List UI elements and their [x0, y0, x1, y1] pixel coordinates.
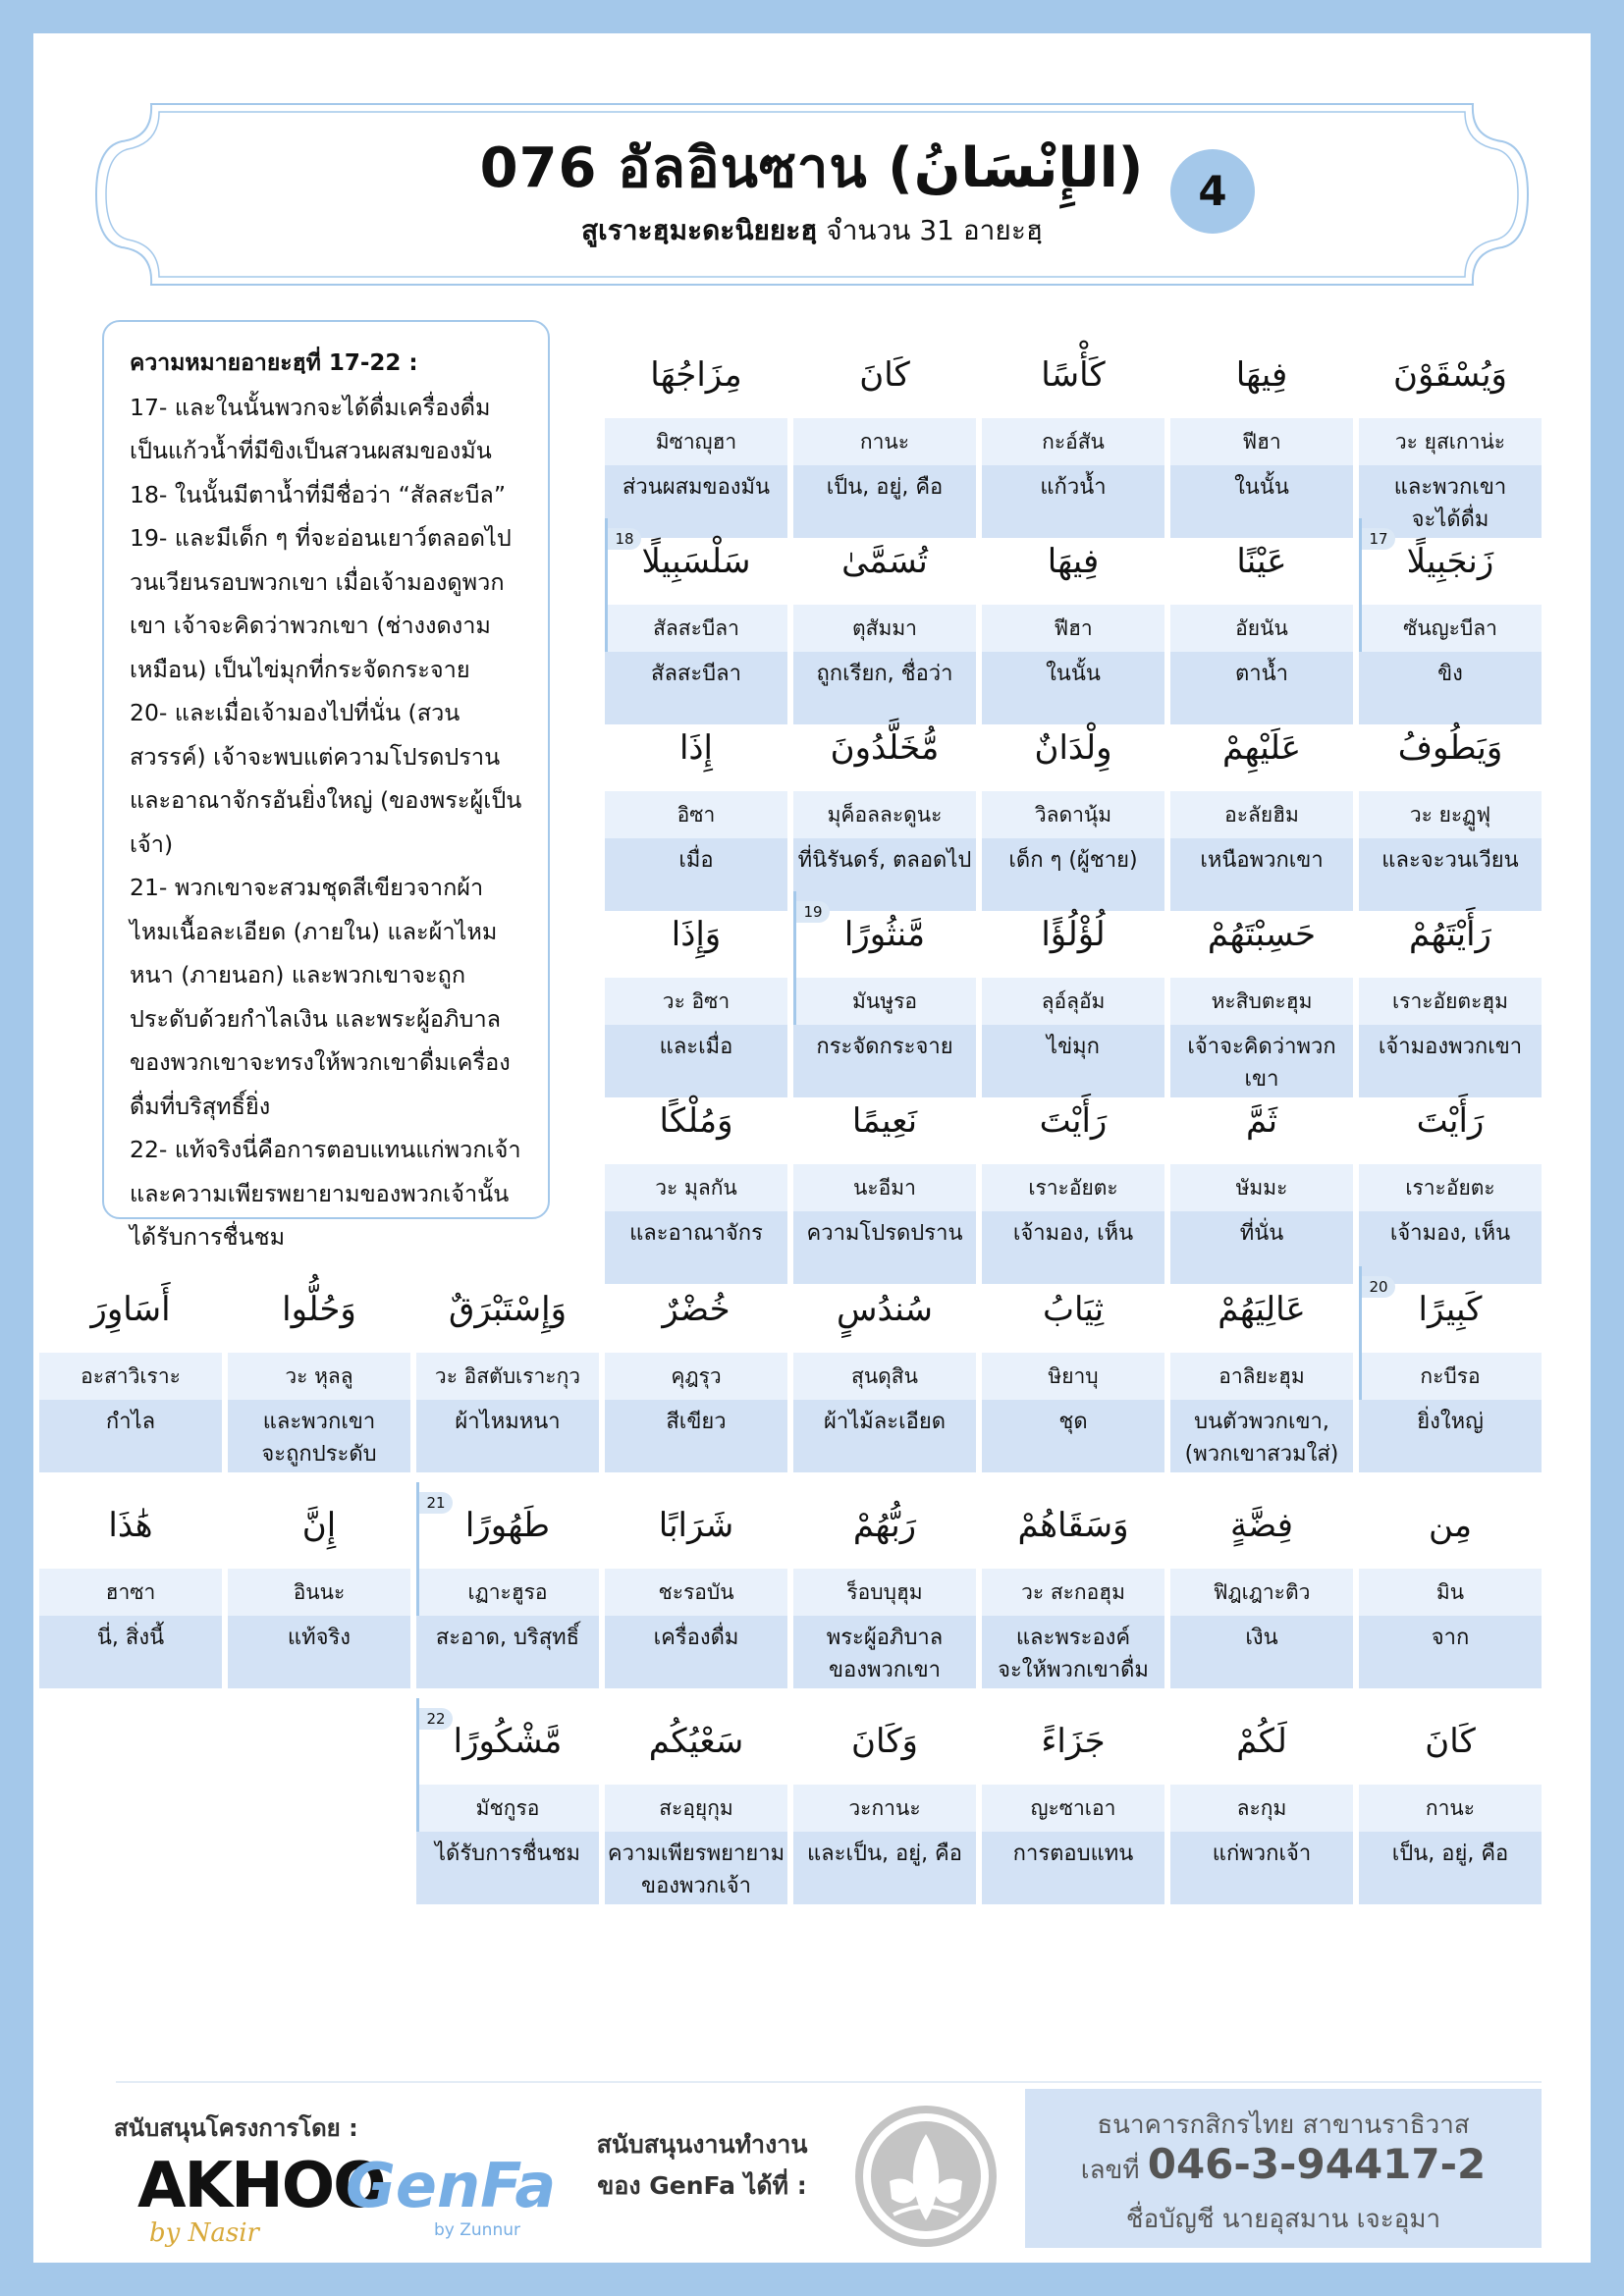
word-cell	[982, 1078, 1164, 1284]
word-cell	[605, 332, 787, 538]
word-cell	[982, 891, 1164, 1097]
word-cell	[39, 1482, 222, 1688]
bank-name: ธนาคารกสิกรไทย สาขานราธิวาส	[1097, 2110, 1470, 2140]
transliteration: ฟิฎเฎาะติว	[1170, 1569, 1353, 1616]
transliteration: ษัมมะ	[1170, 1164, 1353, 1211]
word-cell	[416, 1698, 599, 1904]
word-meaning: เงิน	[1170, 1616, 1353, 1688]
word-cell	[982, 332, 1164, 538]
bank-account-line	[1025, 2140, 1542, 2190]
page	[33, 33, 1591, 2263]
word-cell	[228, 1266, 410, 1472]
word-meaning: กระจัดกระจาย	[793, 1025, 976, 1097]
word-cell	[416, 1482, 599, 1688]
arabic-word: وَمُلْكًا	[659, 1101, 733, 1141]
page-subtitle	[33, 214, 1591, 247]
word-meaning: ขิง	[1359, 652, 1542, 724]
word-meaning: ที่นิรันดร์, ตลอดไป	[793, 838, 976, 911]
word-meaning: ชุด	[982, 1400, 1164, 1472]
word-meaning: ตาน้ำ	[1170, 652, 1353, 724]
word-cell	[982, 518, 1164, 724]
verse-number: 18	[608, 528, 641, 550]
word-cell	[793, 891, 976, 1097]
transliteration: วะ อิสตับเราะกุว	[416, 1353, 599, 1400]
transliteration: มิน	[1359, 1569, 1542, 1616]
word-cell	[1359, 1482, 1542, 1688]
account-number: 046-3-94417-2	[1147, 2140, 1487, 2188]
word-cell	[1359, 1266, 1542, 1472]
word-meaning: เครื่องดื่ม	[605, 1616, 787, 1688]
word-meaning: กำไล	[39, 1400, 222, 1472]
arabic-word: إِنَّ	[301, 1506, 337, 1545]
word-cell	[1359, 518, 1542, 724]
word-meaning: นี่, สิ่งนี้	[39, 1616, 222, 1688]
word-cell	[982, 1698, 1164, 1904]
word-cell	[982, 1482, 1164, 1688]
word-cell	[1170, 1698, 1353, 1904]
page-title: 076 อัลอินซาน (الإِنْسَانُ)	[479, 136, 1145, 200]
arabic-word: وَكَانَ	[851, 1722, 918, 1761]
arabic-word: هَٰذَا	[108, 1506, 153, 1545]
meaning-verse-20: 20- และเมื่อเจ้ามองไปที่นั่น (สวนสวรรค์) เจ้าจะพบแต่ความโปรดปรานและอาณาจักรอันยิ่งใหญ่ (ของพระผู้เป็นเจ้า)	[130, 699, 522, 858]
word-cell	[1170, 1482, 1353, 1688]
word-meaning: สัลสะบีลา	[605, 652, 787, 724]
verse-number: 22	[419, 1708, 453, 1730]
word-meaning: ในนั้น	[982, 652, 1164, 724]
bank-account-box	[1025, 2089, 1542, 2248]
transliteration: ตุสัมมา	[793, 605, 976, 652]
transliteration: อิซา	[605, 791, 787, 838]
meaning-verse-17: 17- และในนั้นพวกจะได้ดื่มเครื่องดื่มเป็นแก้วน้ำที่มีขิงเป็นสวนผสมของมัน	[130, 393, 492, 464]
support-line-2: ของ GenFa ได้ที่ :	[597, 2171, 807, 2200]
support-text	[579, 2124, 825, 2207]
word-meaning: เหนือพวกเขา	[1170, 838, 1353, 911]
word-meaning: ไข่มุก	[982, 1025, 1164, 1097]
surah-type: สูเราะฮฺมะดะนิยยะฮฺ	[581, 214, 818, 246]
word-meaning: และเมื่อ	[605, 1025, 787, 1097]
transliteration: เราะอัยตะ	[1359, 1164, 1542, 1211]
word-meaning: พระผู้อภิบาล ของพวกเขา	[793, 1616, 976, 1688]
word-cell	[793, 1482, 976, 1688]
arabic-word: وَيَطُوفُ	[1397, 728, 1503, 768]
arabic-word: كَأْسًا	[1041, 355, 1106, 395]
arabic-word: مِزَاجُهَا	[650, 355, 742, 395]
transliteration: กานะ	[1359, 1785, 1542, 1832]
word-cell	[793, 518, 976, 724]
word-cell	[793, 332, 976, 538]
arabic-word: كَانَ	[1425, 1722, 1476, 1761]
word-meaning: ความเพียรพยายาม ของพวกเจ้า	[605, 1832, 787, 1904]
meaning-box	[102, 320, 550, 1251]
word-meaning: สีเขียว	[605, 1400, 787, 1472]
arabic-word: أَسَاوِرَ	[90, 1290, 171, 1329]
transliteration: วะกานะ	[793, 1785, 976, 1832]
transliteration: กานะ	[793, 418, 976, 465]
word-meaning: ผ้าไม้ละเอียด	[793, 1400, 976, 1472]
transliteration: วิลดานุ้ม	[982, 791, 1164, 838]
verse-count: จำนวน 31 อายะฮฺ	[817, 214, 1043, 246]
arabic-word: وَإِسْتَبْرَقٌ	[448, 1290, 567, 1329]
word-cell	[793, 705, 976, 911]
verse-number: 17	[1362, 528, 1395, 550]
word-cell	[1359, 891, 1542, 1097]
arabic-word: شَرَابًا	[658, 1506, 734, 1545]
arabic-word: إِذَا	[678, 728, 714, 768]
transliteration: อาลิยะฮุม	[1170, 1353, 1353, 1400]
word-cell	[605, 705, 787, 911]
arabic-word: رَأَيْتَ	[1416, 1101, 1485, 1141]
transliteration: ชะรอบัน	[605, 1569, 787, 1616]
arabic-word: كَانَ	[859, 355, 910, 395]
word-cell	[416, 1266, 599, 1472]
word-cell	[1359, 332, 1542, 538]
word-cell	[1170, 332, 1353, 538]
word-meaning: สะอาด, บริสุทธิ์	[416, 1616, 599, 1688]
arabic-word: لَكُمْ	[1236, 1722, 1287, 1761]
transliteration: ฮาซา	[39, 1569, 222, 1616]
transliteration: ลุอ์ลุอัม	[982, 978, 1164, 1025]
word-cell	[793, 1698, 976, 1904]
transliteration: มันษูรอ	[793, 978, 976, 1025]
arabic-word: رَبُّهُمْ	[852, 1506, 917, 1545]
arabic-word: جَزَاءً	[1041, 1722, 1106, 1761]
word-meaning: และพวกเขา จะถูกประดับ	[228, 1400, 410, 1472]
transliteration: เราะอัยตะฮุม	[1359, 978, 1542, 1025]
word-cell	[1359, 705, 1542, 911]
transliteration: วะ ยะฏูฟุ	[1359, 791, 1542, 838]
account-name: ชื่อบัญชี นายอุสมาน เจะอุมา	[1125, 2205, 1441, 2234]
transliteration: นะอีมา	[793, 1164, 976, 1211]
word-cell	[1170, 891, 1353, 1097]
arabic-word: عَلَيْهِمْ	[1221, 728, 1302, 768]
transliteration: ละกุม	[1170, 1785, 1353, 1832]
word-cell	[1170, 518, 1353, 724]
word-meaning: แก้วน้ำ	[982, 465, 1164, 538]
arabic-word: وِلْدَانٌ	[1034, 728, 1112, 768]
word-meaning: และพระองค์ จะให้พวกเขาดื่ม	[982, 1616, 1164, 1688]
transliteration: เฏาะฮูรอ	[416, 1569, 599, 1616]
word-cell	[605, 1698, 787, 1904]
word-meaning: ได้รับการชื่นชม	[416, 1832, 599, 1904]
arabic-word: نَعِيمًا	[851, 1101, 918, 1141]
verse-number: 21	[419, 1492, 453, 1514]
word-meaning: และจะวนเวียน	[1359, 838, 1542, 911]
verse-number: 19	[796, 901, 830, 923]
word-cell	[793, 1266, 976, 1472]
arabic-word: لُؤْلُؤًا	[1041, 915, 1106, 954]
word-meaning: บนตัวพวกเขา, (พวกเขาสวมใส่)	[1170, 1400, 1353, 1472]
word-meaning: แท้จริง	[228, 1616, 410, 1688]
arabic-word: فِيهَا	[1235, 355, 1288, 395]
arabic-word: مِن	[1428, 1506, 1473, 1545]
arabic-word: رَأَيْتَ	[1039, 1101, 1108, 1141]
word-cell	[793, 1078, 976, 1284]
word-meaning: และพวกเขา จะได้ดื่ม	[1359, 465, 1542, 538]
word-cell	[605, 1266, 787, 1472]
arabic-word: رَأَيْتَهُمْ	[1409, 915, 1491, 954]
arabic-word: وَسَقَاهُمْ	[1017, 1506, 1129, 1545]
arabic-word: فِيهَا	[1047, 542, 1100, 581]
word-cell	[605, 1482, 787, 1688]
arabic-word: زَنجَبِيلًا	[1406, 542, 1494, 581]
meaning-verse-19: 19- และมีเด็ก ๆ ที่จะอ่อนเยาว์ตลอดไปวนเวียนรอบพวกเขา เมื่อเจ้ามองดูพวกเขา เจ้าจะคิดว่าพวกเขา (ช่างงดงามเหมือน) เป็นไข่มุกที่กระจัดกระจาย	[130, 524, 512, 683]
arabic-word: طَهُورًا	[464, 1506, 551, 1545]
transliteration: วะ หุลลู	[228, 1353, 410, 1400]
transliteration: หะสิบตะฮุม	[1170, 978, 1353, 1025]
transliteration: ฟีฮา	[1170, 418, 1353, 465]
word-cell	[982, 705, 1164, 911]
transliteration: มุค็อลละดูนะ	[793, 791, 976, 838]
word-cell	[605, 518, 787, 724]
arabic-word: مَّشْكُورًا	[453, 1722, 563, 1761]
arabic-word: سَعْيُكُم	[648, 1722, 744, 1761]
meaning-heading: ความหมายอายะฮฺที่ 17-22 :	[130, 350, 418, 376]
akhoo-logo: AKHOO	[137, 2150, 385, 2222]
meaning-verse-18: 18- ในนั้นมีตาน้ำที่มีชื่อว่า “สัลสะบีล”	[130, 480, 507, 508]
transliteration: สุนดุสิน	[793, 1353, 976, 1400]
arabic-word: مَّنثُورًا	[843, 915, 926, 954]
word-meaning: ที่นั่น	[1170, 1211, 1353, 1284]
transliteration: อัยนัน	[1170, 605, 1353, 652]
transliteration: มัชกูรอ	[416, 1785, 599, 1832]
word-meaning: เป็น, อยู่, คือ	[793, 465, 976, 538]
word-cell	[1170, 1266, 1353, 1472]
genfa-logo: GenFa	[346, 2150, 557, 2221]
word-meaning: เจ้ามอง, เห็น	[1359, 1211, 1542, 1284]
word-cell	[228, 1482, 410, 1688]
arabic-word: سُندُسٍ	[836, 1290, 934, 1329]
transliteration: ญะซาเอา	[982, 1785, 1164, 1832]
transliteration: เราะอัยตะ	[982, 1164, 1164, 1211]
bank-logo-icon	[854, 2105, 998, 2252]
transliteration: อะลัยฮิม	[1170, 791, 1353, 838]
arabic-word: سَلْسَبِيلًا	[641, 542, 751, 581]
word-meaning: ส่วนผสมของมัน	[605, 465, 787, 538]
word-meaning: ในนั้น	[1170, 465, 1353, 538]
word-meaning: เด็ก ๆ (ผู้ชาย)	[982, 838, 1164, 911]
transliteration: สัลสะบีลา	[605, 605, 787, 652]
meaning-verse-22: 22- แท้จริงนี่คือการตอบแทนแก่พวกเจ้าและความเพียรพยายามของพวกเจ้านั้นได้รับการชื่นชม	[130, 1136, 521, 1251]
arabic-word: عَالِيَهُمْ	[1218, 1290, 1306, 1329]
akhoo-logo-sub: by Nasir	[149, 2218, 259, 2248]
word-cell	[605, 1078, 787, 1284]
transliteration: กะบีรอ	[1359, 1353, 1542, 1400]
support-line-1: สนับสนุนงานทำงาน	[596, 2130, 808, 2159]
word-meaning: และเป็น, อยู่, คือ	[793, 1832, 976, 1904]
arabic-word: وَحُلُّوا	[282, 1290, 356, 1329]
word-cell	[982, 1266, 1164, 1472]
word-meaning: เจ้าจะคิดว่าพวกเขา	[1170, 1025, 1353, 1097]
word-cell	[39, 1266, 222, 1472]
word-meaning: ยิ่งใหญ่	[1359, 1400, 1542, 1472]
word-meaning: เมื่อ	[605, 838, 787, 911]
word-meaning: จาก	[1359, 1616, 1542, 1688]
word-meaning: เจ้ามองพวกเขา	[1359, 1025, 1542, 1097]
word-cell	[1359, 1698, 1542, 1904]
word-meaning: เจ้ามอง, เห็น	[982, 1211, 1164, 1284]
footer-divider	[116, 2081, 1542, 2083]
transliteration: อินนะ	[228, 1569, 410, 1616]
word-meaning: เป็น, อยู่, คือ	[1359, 1832, 1542, 1904]
genfa-logo-sub: by Zunnur	[434, 2220, 520, 2240]
transliteration: คุฎรุว	[605, 1353, 787, 1400]
arabic-word: فِضَّةٍ	[1230, 1506, 1293, 1545]
transliteration: วะ มุลกัน	[605, 1164, 787, 1211]
arabic-word: خُضْرٌ	[662, 1290, 731, 1329]
transliteration: วะ ยุสเกาน่ะ	[1359, 418, 1542, 465]
transliteration: ฟีฮา	[982, 605, 1164, 652]
word-meaning: ผ้าไหมหนา	[416, 1400, 599, 1472]
arabic-word: مُّخَلَّدُونَ	[830, 728, 940, 768]
transliteration: มิซาญุฮา	[605, 418, 787, 465]
word-cell	[1359, 1078, 1542, 1284]
transliteration: วะ อิซา	[605, 978, 787, 1025]
transliteration: กะอ์สัน	[982, 418, 1164, 465]
word-cell	[605, 891, 787, 1097]
word-meaning: และอาณาจักร	[605, 1211, 787, 1284]
page-number-badge: 4	[1170, 149, 1255, 234]
verse-number: 20	[1362, 1276, 1395, 1298]
transliteration: ร็อบบุฮุม	[793, 1569, 976, 1616]
arabic-word: ثَمَّ	[1245, 1101, 1278, 1141]
arabic-word: حَسِبْتَهُمْ	[1207, 915, 1317, 954]
arabic-word: وَإِذَا	[671, 915, 722, 954]
word-meaning: ถูกเรียก, ชื่อว่า	[793, 652, 976, 724]
transliteration: วะ สะกอฮุม	[982, 1569, 1164, 1616]
meaning-verse-21: 21- พวกเขาจะสวมชุดสีเขียวจากผ้าไหมเนื้อละเอียด (ภายใน) และผ้าไหมหนา (ภายนอก) และพวกเขาจะถูกประดับด้วยกำไลเงิน และพระผู้อภิบาลของพวกเขาจะทรงให้พวกเขาดื่มเครื่องดื่มที่บริสุทธิ์ยิ่ง	[130, 874, 511, 1120]
arabic-word: ثِيَابُ	[1042, 1290, 1105, 1329]
word-meaning: แก่พวกเจ้า	[1170, 1832, 1353, 1904]
transliteration: สะอฺยุกุม	[605, 1785, 787, 1832]
word-meaning: การตอบแทน	[982, 1832, 1164, 1904]
sponsor-label: สนับสนุนโครงการโดย :	[114, 2114, 358, 2142]
arabic-word: عَيْنًا	[1236, 542, 1287, 581]
transliteration: ซันญะบีลา	[1359, 605, 1542, 652]
word-meaning: ความโปรดปราน	[793, 1211, 976, 1284]
transliteration: ษิยาบุ	[982, 1353, 1164, 1400]
arabic-word: كَبِيرًا	[1418, 1290, 1483, 1329]
arabic-word: وَيُسْقَوْنَ	[1393, 355, 1507, 395]
transliteration: อะสาวิเราะ	[39, 1353, 222, 1400]
word-cell	[1170, 1078, 1353, 1284]
arabic-word: تُسَمَّىٰ	[841, 542, 928, 581]
account-prefix: เลขที่	[1080, 2156, 1148, 2185]
word-cell	[1170, 705, 1353, 911]
